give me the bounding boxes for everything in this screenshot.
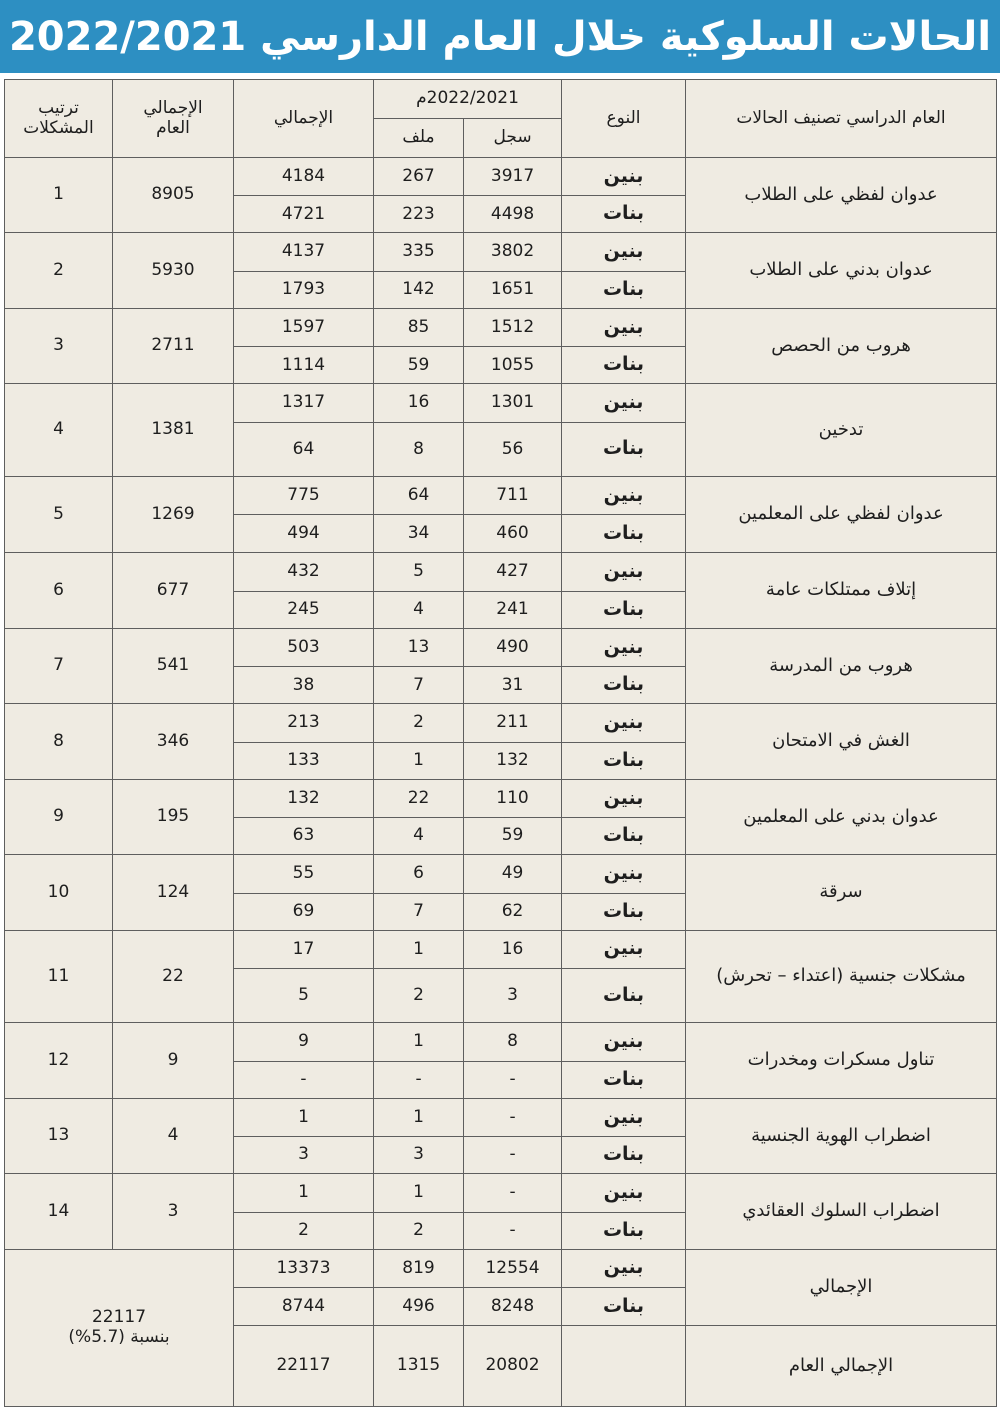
table-row: [5, 158, 997, 196]
file-boys: 6: [374, 855, 464, 893]
file-boys: 64: [374, 476, 464, 514]
record-girls: 3: [464, 969, 562, 1023]
record-girls: -: [464, 1061, 562, 1098]
type-girls: بنات: [562, 818, 686, 855]
record-boys: 49: [464, 855, 562, 893]
type-girls: بنات: [562, 271, 686, 308]
totals-label: الإجمالي: [686, 1249, 997, 1325]
header-total: الإجمالي: [234, 80, 374, 158]
table-row: [5, 1174, 997, 1212]
type-girls: بنات: [562, 1212, 686, 1249]
file-boys: 85: [374, 308, 464, 346]
record-boys: 1301: [464, 384, 562, 422]
file-girls: 142: [374, 271, 464, 308]
header-general-total-line1: الإجمالي: [143, 97, 203, 118]
file-girls: 2: [374, 969, 464, 1023]
table-row: [5, 930, 997, 968]
totals-summary-value: 22117: [91, 1307, 147, 1328]
file-girls: 7: [374, 667, 464, 704]
general-total-cell: 541: [113, 628, 234, 703]
type-boys: بنين: [562, 704, 686, 742]
type-boys: بنين: [562, 628, 686, 666]
general-total-cell: 1269: [113, 476, 234, 552]
category-cell: تناول مسكرات ومخدرات: [686, 1023, 997, 1098]
rank-cell: 9: [5, 779, 113, 854]
totals-girls-label: بنات: [562, 1288, 686, 1326]
total-girls: 133: [234, 742, 374, 779]
file-girls: 223: [374, 196, 464, 233]
file-girls: 2: [374, 1212, 464, 1249]
rank-cell: 4: [5, 384, 113, 477]
rank-cell: 11: [5, 930, 113, 1023]
record-boys: -: [464, 1174, 562, 1212]
record-boys: 490: [464, 628, 562, 666]
type-boys: بنين: [562, 779, 686, 817]
table-row: [5, 308, 997, 346]
totals-boys-total: 13373: [234, 1249, 374, 1287]
category-cell: مشكلات جنسية (اعتداء – تحرش): [686, 930, 997, 1023]
total-girls: 4721: [234, 196, 374, 233]
total-boys: 1: [234, 1174, 374, 1212]
file-boys: 335: [374, 233, 464, 271]
type-boys: بنين: [562, 308, 686, 346]
category-cell: تدخين: [686, 384, 997, 477]
rank-cell: 8: [5, 704, 113, 779]
total-girls: 1114: [234, 347, 374, 384]
type-girls: بنات: [562, 667, 686, 704]
total-girls: 494: [234, 515, 374, 553]
type-boys: بنين: [562, 158, 686, 196]
type-girls: بنات: [562, 196, 686, 233]
record-boys: 110: [464, 779, 562, 817]
record-girls: 241: [464, 591, 562, 628]
general-total-cell: 677: [113, 553, 234, 628]
header-rank-line1: ترتيب: [38, 97, 79, 118]
type-boys: بنين: [562, 233, 686, 271]
grand-total-total: 22117: [234, 1326, 374, 1407]
table-row: [5, 628, 997, 666]
table-row: [5, 476, 997, 514]
category-cell: سرقة: [686, 855, 997, 930]
record-boys: 3802: [464, 233, 562, 271]
type-boys: بنين: [562, 384, 686, 422]
file-girls: 59: [374, 347, 464, 384]
category-cell: عدوان لفظي على الطلاب: [686, 158, 997, 233]
total-girls: 1793: [234, 271, 374, 308]
file-boys: 13: [374, 628, 464, 666]
category-cell: اضطراب الهوية الجنسية: [686, 1098, 997, 1173]
totals-boys-file: 819: [374, 1249, 464, 1287]
rank-cell: 6: [5, 553, 113, 628]
general-total-cell: 2711: [113, 308, 234, 383]
total-girls: 5: [234, 969, 374, 1023]
total-girls: 38: [234, 667, 374, 704]
header-rank-line2: المشكلات: [23, 117, 94, 138]
grand-total-type: [562, 1326, 686, 1407]
general-total-cell: 195: [113, 779, 234, 854]
category-cell: إتلاف ممتلكات عامة: [686, 553, 997, 628]
file-boys: 1: [374, 930, 464, 968]
general-total-cell: 3: [113, 1174, 234, 1249]
record-girls: 31: [464, 667, 562, 704]
page-title: الحالات السلوكية خلال العام الدارسي 2022/2021: [0, 0, 1000, 73]
category-cell: عدوان بدني على الطلاب: [686, 233, 997, 308]
type-boys: بنين: [562, 1023, 686, 1061]
total-boys: 503: [234, 628, 374, 666]
total-boys: 1317: [234, 384, 374, 422]
type-boys: بنين: [562, 476, 686, 514]
total-boys: 4184: [234, 158, 374, 196]
total-girls: -: [234, 1061, 374, 1098]
file-girls: 8: [374, 422, 464, 476]
type-girls: بنات: [562, 1061, 686, 1098]
totals-girls-total: 8744: [234, 1288, 374, 1326]
header-general-total-line2: العام: [156, 117, 190, 138]
record-boys: 211: [464, 704, 562, 742]
totals-girls-record: 8248: [464, 1288, 562, 1326]
header-record: سجل: [464, 119, 562, 158]
type-girls: بنات: [562, 1137, 686, 1174]
total-girls: 3: [234, 1137, 374, 1174]
type-boys: بنين: [562, 855, 686, 893]
rank-cell: 14: [5, 1174, 113, 1249]
record-boys: 3917: [464, 158, 562, 196]
table-row: [5, 1023, 997, 1061]
file-girls: 4: [374, 591, 464, 628]
rank-cell: 5: [5, 476, 113, 552]
total-girls: 64: [234, 422, 374, 476]
type-girls: بنات: [562, 422, 686, 476]
general-total-cell: 5930: [113, 233, 234, 308]
file-boys: 1: [374, 1023, 464, 1061]
file-boys: 2: [374, 704, 464, 742]
type-girls: بنات: [562, 515, 686, 553]
header-category: العام الدراسي تصنيف الحالات: [686, 80, 997, 158]
record-boys: 16: [464, 930, 562, 968]
record-boys: 427: [464, 553, 562, 591]
file-girls: 4: [374, 818, 464, 855]
record-boys: 8: [464, 1023, 562, 1061]
general-total-cell: 9: [113, 1023, 234, 1098]
file-boys: 5: [374, 553, 464, 591]
header-general-total: [113, 80, 234, 158]
total-girls: 69: [234, 893, 374, 930]
total-boys: 1: [234, 1098, 374, 1136]
general-total-cell: 8905: [113, 158, 234, 233]
category-cell: الغش في الامتحان: [686, 704, 997, 779]
totals-girls-file: 496: [374, 1288, 464, 1326]
category-cell: عدوان لفظي على المعلمين: [686, 476, 997, 552]
record-boys: 1512: [464, 308, 562, 346]
rank-cell: 13: [5, 1098, 113, 1173]
total-boys: 1597: [234, 308, 374, 346]
file-girls: 1: [374, 742, 464, 779]
total-girls: 63: [234, 818, 374, 855]
total-girls: 245: [234, 591, 374, 628]
type-girls: بنات: [562, 969, 686, 1023]
type-girls: بنات: [562, 893, 686, 930]
type-boys: بنين: [562, 930, 686, 968]
file-boys: 16: [374, 384, 464, 422]
header-year: 2022/2021م: [374, 80, 562, 119]
totals-summary: [5, 1249, 234, 1406]
type-girls: بنات: [562, 591, 686, 628]
table-row: [5, 704, 997, 742]
general-total-cell: 1381: [113, 384, 234, 477]
total-boys: 213: [234, 704, 374, 742]
file-girls: 7: [374, 893, 464, 930]
grand-total-file: 1315: [374, 1326, 464, 1407]
rank-cell: 7: [5, 628, 113, 703]
rank-cell: 1: [5, 158, 113, 233]
table-row: [5, 233, 997, 271]
general-total-cell: 124: [113, 855, 234, 930]
record-boys: -: [464, 1098, 562, 1136]
total-girls: 2: [234, 1212, 374, 1249]
totals-boys-record: 12554: [464, 1249, 562, 1287]
file-boys: 22: [374, 779, 464, 817]
record-girls: 62: [464, 893, 562, 930]
type-girls: بنات: [562, 742, 686, 779]
grand-total-record: 20802: [464, 1326, 562, 1407]
file-girls: -: [374, 1061, 464, 1098]
total-boys: 432: [234, 553, 374, 591]
record-girls: -: [464, 1137, 562, 1174]
header-rank: [5, 80, 113, 158]
total-boys: 132: [234, 779, 374, 817]
table-row: [5, 553, 997, 591]
grand-total-label: الإجمالي العام: [686, 1326, 997, 1407]
category-cell: هروب من المدرسة: [686, 628, 997, 703]
category-cell: اضطراب السلوك العقائدي: [686, 1174, 997, 1249]
file-boys: 267: [374, 158, 464, 196]
file-boys: 1: [374, 1174, 464, 1212]
rank-cell: 3: [5, 308, 113, 383]
general-total-cell: 4: [113, 1098, 234, 1173]
category-cell: عدوان بدني على المعلمين: [686, 779, 997, 854]
behavior-cases-table: [4, 79, 997, 1407]
record-girls: 460: [464, 515, 562, 553]
type-boys: بنين: [562, 1098, 686, 1136]
total-boys: 55: [234, 855, 374, 893]
table-row: [5, 1098, 997, 1136]
rank-cell: 2: [5, 233, 113, 308]
record-girls: 59: [464, 818, 562, 855]
table-row: [5, 384, 997, 422]
type-boys: بنين: [562, 1174, 686, 1212]
record-girls: 132: [464, 742, 562, 779]
record-girls: 1651: [464, 271, 562, 308]
type-girls: بنات: [562, 347, 686, 384]
record-boys: 711: [464, 476, 562, 514]
file-boys: 1: [374, 1098, 464, 1136]
general-total-cell: 22: [113, 930, 234, 1023]
table-row: [5, 779, 997, 817]
record-girls: -: [464, 1212, 562, 1249]
record-girls: 1055: [464, 347, 562, 384]
total-boys: 17: [234, 930, 374, 968]
rank-cell: 10: [5, 855, 113, 930]
header-file: ملف: [374, 119, 464, 158]
total-boys: 775: [234, 476, 374, 514]
total-boys: 4137: [234, 233, 374, 271]
header-type: النوع: [562, 80, 686, 158]
table-row: [5, 855, 997, 893]
totals-summary-ratio: بنسبة (5.7%): [68, 1326, 170, 1347]
general-total-cell: 346: [113, 704, 234, 779]
record-girls: 4498: [464, 196, 562, 233]
type-boys: بنين: [562, 553, 686, 591]
rank-cell: 12: [5, 1023, 113, 1098]
totals-boys-label: بنين: [562, 1249, 686, 1287]
total-boys: 9: [234, 1023, 374, 1061]
file-girls: 3: [374, 1137, 464, 1174]
category-cell: هروب من الحصص: [686, 308, 997, 383]
record-girls: 56: [464, 422, 562, 476]
file-girls: 34: [374, 515, 464, 553]
